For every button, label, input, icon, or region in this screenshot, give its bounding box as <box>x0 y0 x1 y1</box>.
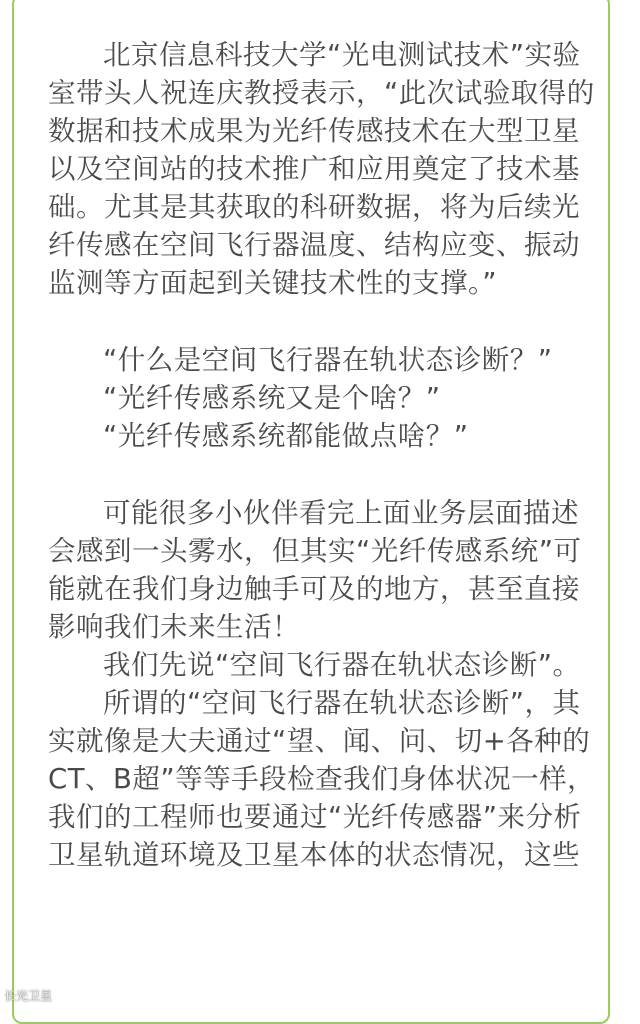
paragraph-1-block <box>48 36 600 302</box>
paragraph-group-2 <box>48 494 600 874</box>
question-item: “什么是空间飞行器在轨状态诊断？” <box>103 344 553 376</box>
paragraph-4: 所谓的“空间飞行器在轨状态诊断”，其实就像是大夫通过“望、闻、问、切+各种的CT、B超”等等手段检查我们身体状况一样，我们的工程师也要通过“光纤传感器”来分析卫星轨道环境及卫星本体的状态情况，这些 <box>48 687 596 871</box>
paragraph-2: 可能很多小伙伴看完上面业务层面描述会感到一头雾水，但其实“光纤传感系统”可能就在我们身边触手可及的地方，甚至直接影响我们未来生活！ <box>48 497 582 643</box>
watermark-logo <box>4 989 52 1003</box>
paragraph-1: 北京信息科技大学“光电测试技术”实验室带头人祝连庆教授表示，“此次试验取得的数据和技术成果为光纤传感技术在大型卫星以及空间站的技术推广和应用奠定了技术基础。尤其是其获取的科研数据，将为后续光纤传感在空间飞行器温度、结构应变、振动监测等方面起到关键技术性的支撑。” <box>48 39 595 299</box>
watermark-text: 长光卫星 <box>4 989 53 1003</box>
question-item: “光纤传感系统都能做点啥？” <box>103 420 469 452</box>
paragraph-3: 我们先说“空间飞行器在轨状态诊断”。 <box>103 649 581 681</box>
question-item: “光纤传感系统又是个啥？” <box>103 382 441 414</box>
article-body <box>48 36 600 874</box>
question-list <box>48 341 600 455</box>
